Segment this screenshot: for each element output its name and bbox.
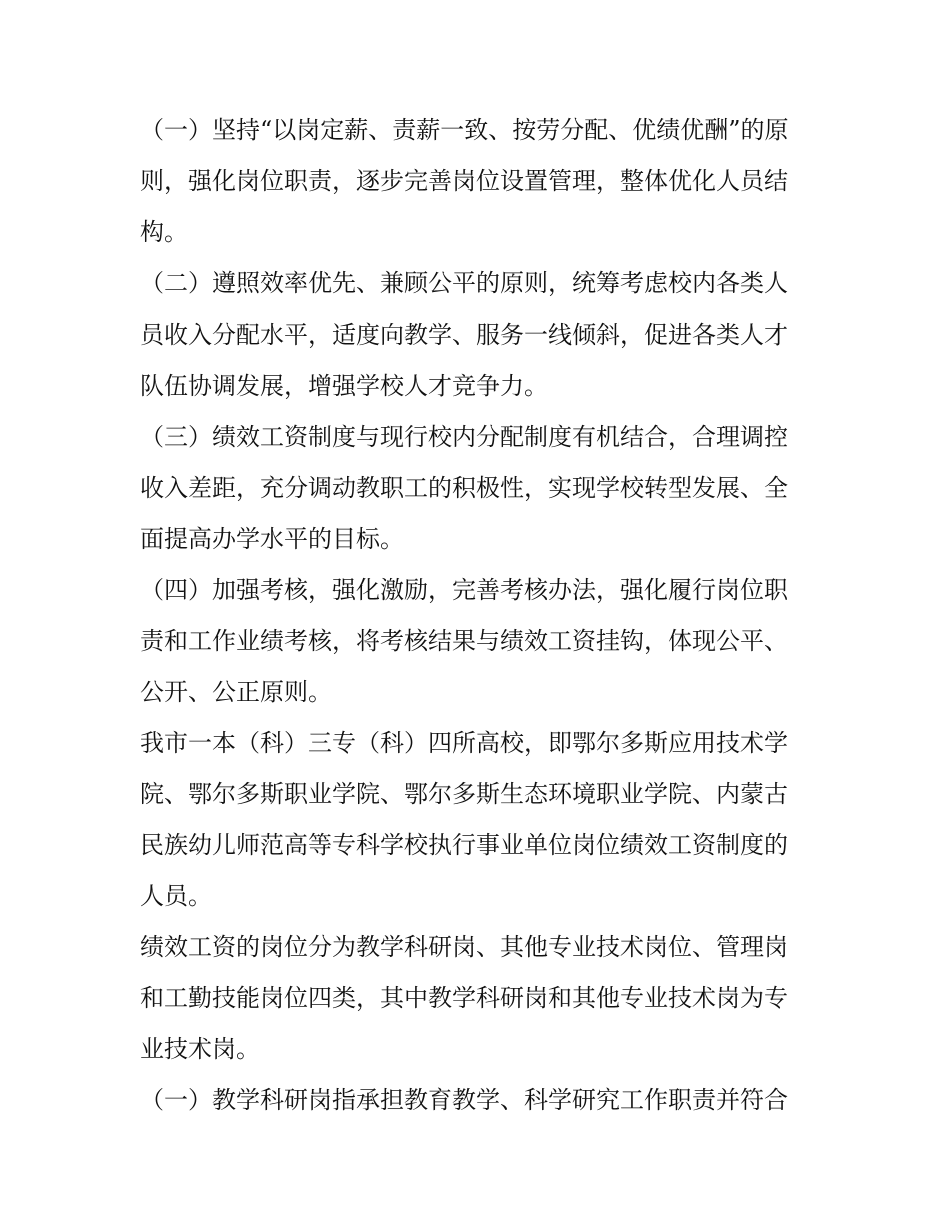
text-line: 业技术岗。 [140, 1035, 260, 1063]
text-line: （一）坚持“以岗定薪、责薪一致、按劳分配、优绩优酬”的原 [140, 116, 789, 144]
text-line: 人员。 [140, 882, 212, 910]
text-line: （三）绩效工资制度与现行校内分配制度有机结合，合理调控 [140, 423, 788, 451]
text-line: 员收入分配水平，适度向教学、服务一线倾斜，促进各类人才 [140, 321, 788, 349]
text-line: 面提高办学水平的目标。 [140, 525, 404, 553]
text-line: 院、鄂尔多斯职业学院、鄂尔多斯生态环境职业学院、内蒙古 [140, 780, 788, 808]
text-line: 公开、公正原则。 [140, 678, 332, 706]
text-line: 我市一本（科）三专（科）四所高校，即鄂尔多斯应用技术学 [140, 729, 788, 757]
text-line: 收入差距，充分调动教职工的积极性，实现学校转型发展、全 [140, 474, 788, 502]
text-line: 构。 [140, 218, 188, 246]
text-line: （四）加强考核，强化激励，完善考核办法，强化履行岗位职 [140, 576, 788, 604]
text-line: （二）遵照效率优先、兼顾公平的原则，统筹考虑校内各类人 [140, 269, 788, 297]
text-line: 则，强化岗位职责，逐步完善岗位设置管理，整体优化人员结 [140, 167, 788, 195]
text-line: 绩效工资的岗位分为教学科研岗、其他专业技术岗位、管理岗 [140, 933, 788, 961]
text-line: 民族幼儿师范高等专科学校执行事业单位岗位绩效工资制度的 [140, 831, 788, 859]
text-line: （一）教学科研岗指承担教育教学、科学研究工作职责并符合 [140, 1086, 788, 1114]
text-line: 队伍协调发展，增强学校人才竞争力。 [140, 372, 548, 400]
text-line: 责和工作业绩考核，将考核结果与绩效工资挂钩，体现公平、 [140, 627, 788, 655]
text-line: 和工勤技能岗位四类，其中教学科研岗和其他专业技术岗为专 [140, 984, 788, 1012]
